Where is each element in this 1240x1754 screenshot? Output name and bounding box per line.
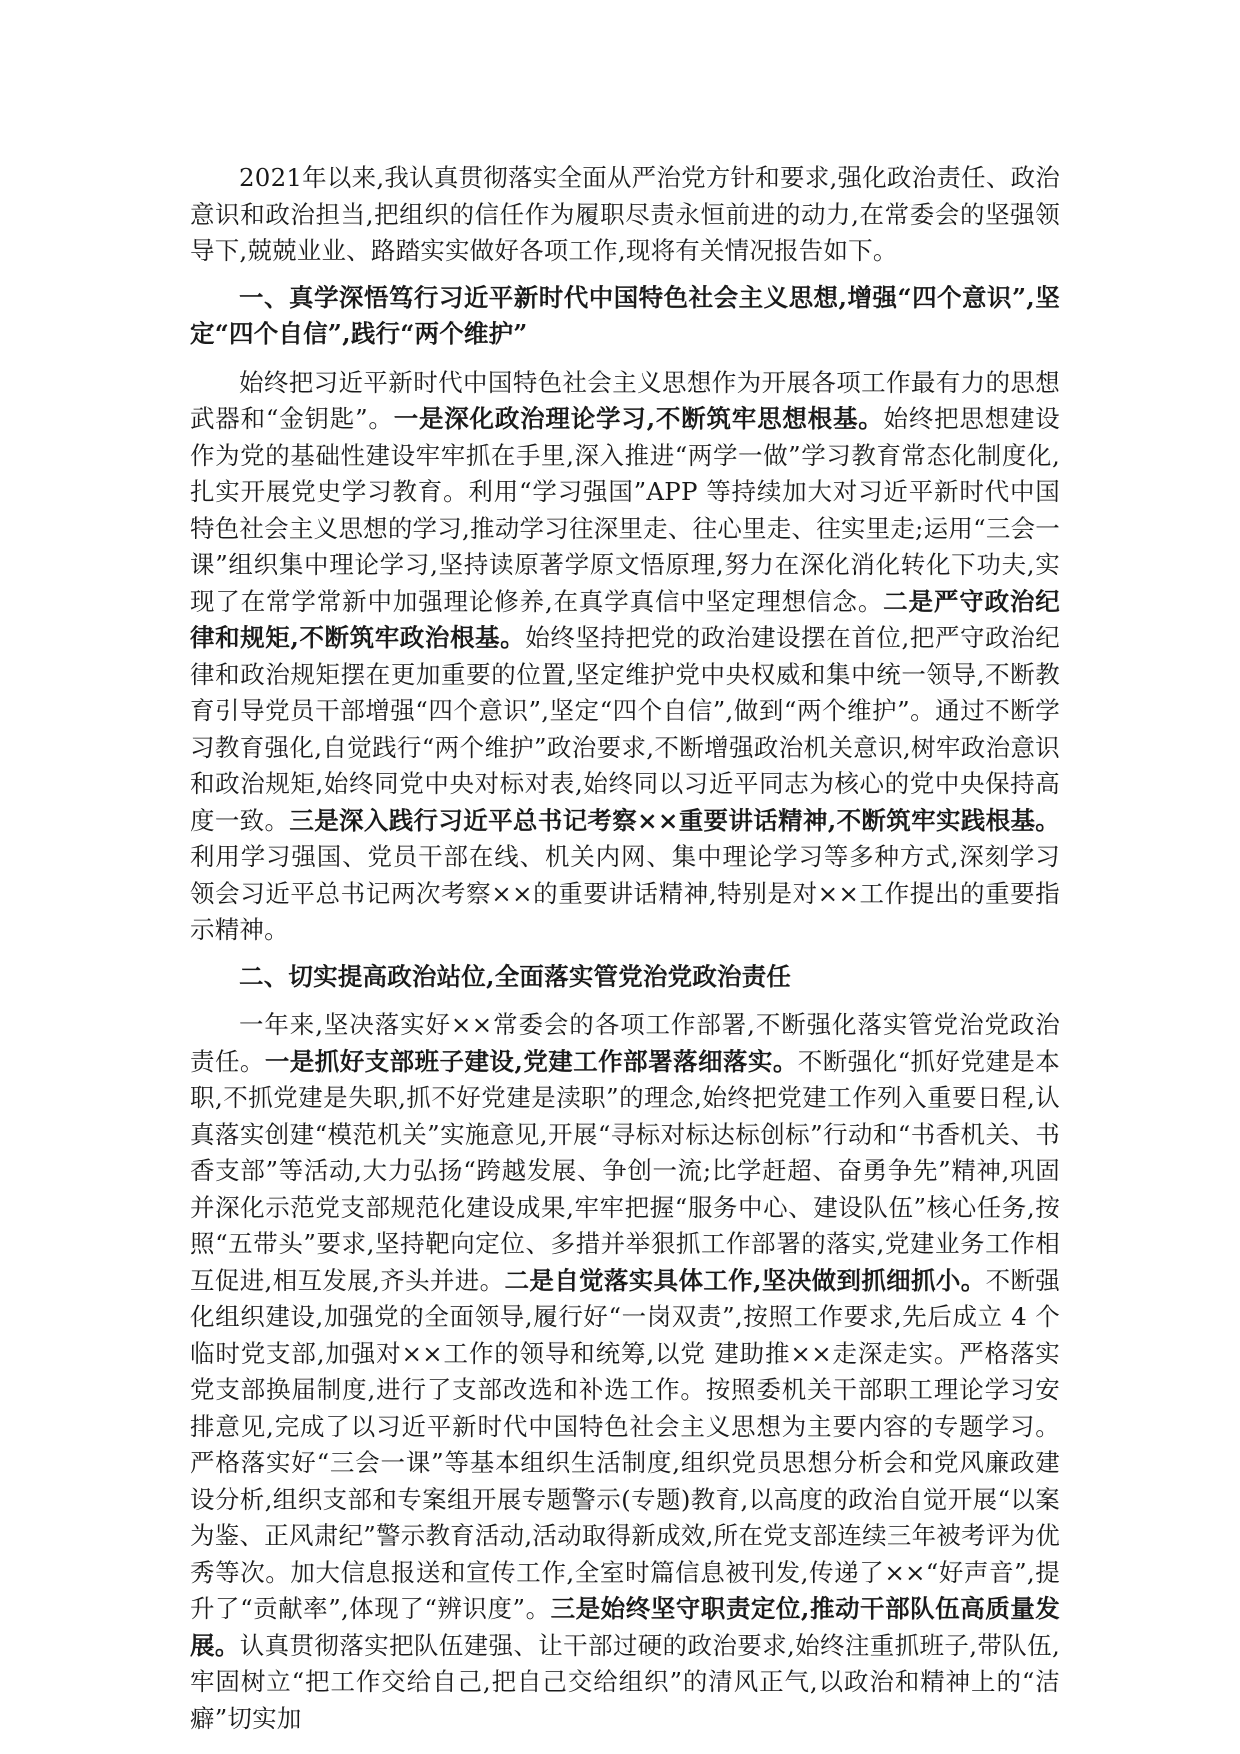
section-2-point-2-text: 不断强化组织建设,加强党的全面领导,履行好“一岗双责”,按照工作要求,先后成立 4 个临时党支部,加强对××工作的领导和统筹,以党 建助推××走深走实。严格落实党支部换届制度,进行了支部改选和补选工作。按照委机关干部职工理论学习安排意见,完成了以习近平新时代中国特色社会主义思想为主要内容的专题学习。严格落实好“三会一课”等基本组织生活制度,组织党员思想分析会和党风廉政建设分析,组织支部和专案组开展专题警示(专题)教育,以高度的政治自觉开展“以案为鉴、正风肃纪”警示教育活动,活动取得新成效,所在党支部连续三年被考评为优秀等次。加大信息报送和宣传工作,全室时篇信息被刊发,传递了××“好声音”,提升了“贡献率”,体现了“辨识度”。	[190, 1265, 1060, 1623]
section-2-paragraph	[190, 1007, 1060, 1737]
intro-text: 2021年以来,我认真贯彻落实全面从严治党方针和要求,强化政治责任、政治意识和政治担当,把组织的信任作为履职尽责永恒前进的动力,在常委会的坚强领导下,兢兢业业、路踏实实做好各项工作,现将有关情况报告如下。	[190, 163, 1060, 265]
section-1-point-1-title: 一是深化政治理论学习,不断筑牢思想根基。	[393, 404, 884, 433]
section-1-point-1-text: 始终把思想建设作为党的基础性建设牢牢抓在手里,深入推进“两学一做”学习教育常态化制度化,扎实开展党史学习教育。利用“学习强国”APP 等持续加大对习近平新时代中国特色社会主义思想的学习,推动学习往深里走、往心里走、往实里走;运用“三会一课”组织集中理论学习,坚持读原著学原文悟原理,努力在深化消化转化下功夫,实现了在常学常新中加强理论修养,在真学真信中坚定理想信念。	[190, 404, 1060, 616]
section-1-point-2-text: 始终坚持把党的政治建设摆在首位,把严守政治纪律和政治规矩摆在更加重要的位置,坚定维护党中央权威和集中统一领导,不断教育引导党员干部增强“四个意识”,坚定“四个自信”,做到“两个维护”。通过不断学习教育强化,自觉践行“两个维护”政治要求,不断增强政治机关意识,树牢政治意识和政治规矩,始终同党中央对标对表,始终同以习近平同志为核心的党中央保持高度一致。	[190, 623, 1061, 835]
section-1-heading: 一、真学深悟笃行习近平新时代中国特色社会主义思想,增强“四个意识”,坚定“四个自信”,践行“两个维护”	[190, 282, 1060, 348]
section-2-point-3-title: 三是始终坚守职责定位,推动干部队伍高质量发展。	[190, 1594, 1060, 1660]
section-1-opening: 始终把习近平新时代中国特色社会主义思想作为开展各项工作最有力的思想武器和“金钥匙”。	[190, 367, 1060, 433]
section-2-point-1-title: 一是抓好支部班子建设,党建工作部署落细落实。	[264, 1046, 798, 1076]
document-page	[190, 160, 1060, 1747]
section-1-point-3-text: 利用学习强国、党员干部在线、机关内网、集中理论学习等多种方式,深刻学习领会习近平总书记两次考察××的重要讲话精神,特别是对××工作提出的重要指示精神。	[190, 842, 1060, 944]
section-1-paragraph	[190, 365, 1060, 949]
intro-paragraph	[190, 160, 1060, 270]
section-1-point-3-title: 三是深入践行习近平总书记考察××重要讲话精神,不断筑牢实践根基。	[289, 805, 1060, 835]
section-2-heading: 二、切实提高政治站位,全面落实管党治党政治责任	[239, 961, 792, 991]
section-2-point-3-text: 认真贯彻落实把队伍建强、让干部过硬的政治要求,始终注重抓班子,带队伍,牢固树立“把工作交给自己,把自己交给组织”的清风正气,以政治和精神上的“洁癖”切实加	[190, 1630, 1060, 1733]
section-2-point-2-title: 二是自觉落实具体工作,坚决做到抓细抓小。	[504, 1265, 986, 1295]
section-2-point-1-text: 不断强化“抓好党建是本职,不抓党建是失职,抓不好党建是渎职”的理念,始终把党建工作列入重要日程,认真落实创建“模范机关”实施意见,开展“寻标对标达标创标”行动和“书香机关、书香支部”等活动,大力弘扬“跨越发展、争创一流;比学赶超、奋勇争先”精神,巩固并深化示范党支部规范化建设成果,牢牢把握“服务中心、建设队伍”核心任务,按照“五带头”要求,坚持靶向定位、多措并举狠抓工作部署的落实,党建业务工作相互促进,相互发展,齐头并进。	[190, 1046, 1060, 1295]
section-1-point-2-title: 二是严守政治纪律和规矩,不断筑牢政治根基。	[190, 586, 1060, 652]
section-2-opening: 一年来,坚决落实好××常委会的各项工作部署,不断强化落实管党治党政治责任。	[190, 1010, 1060, 1076]
